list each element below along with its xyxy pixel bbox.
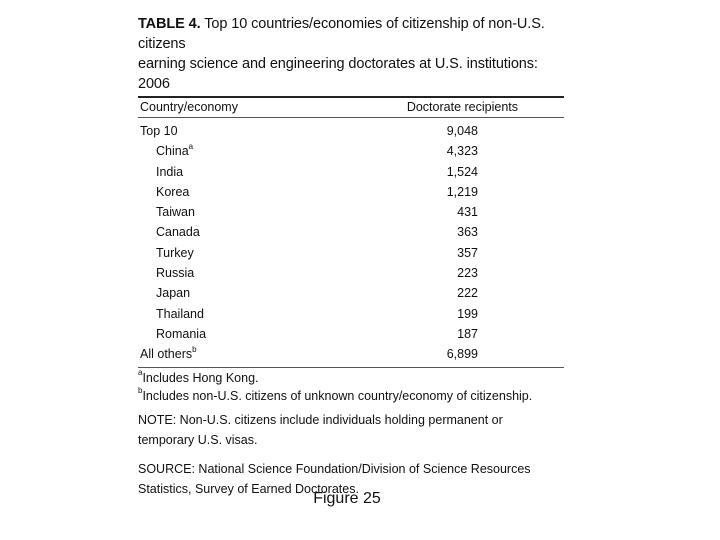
row-value: 431: [457, 205, 478, 220]
row-label: Japan: [156, 286, 191, 301]
footnote-marker: b: [192, 345, 197, 355]
row-label: Thailand: [156, 306, 204, 321]
row-label: Turkey: [156, 245, 194, 260]
row-value: 199: [457, 306, 478, 321]
row-value: 9,048: [446, 124, 478, 138]
row-value: 357: [457, 245, 478, 260]
table-title-text: Top 10 countries/economies of citizenship of non-U.S. citizens: [138, 16, 545, 52]
footnote-a: $^a$Includes Hong Kong.: [138, 368, 259, 385]
table-title-line2: earning science and engineering doctorates at U.S. institutions: 2006: [138, 56, 538, 92]
row-value: 1,524: [446, 164, 478, 179]
table-row: [138, 324, 564, 344]
table-row: [138, 243, 564, 263]
row-label: India: [156, 164, 184, 179]
table-row: [138, 182, 564, 202]
table-notes: [138, 368, 564, 500]
figure-caption: Figure 25: [313, 490, 381, 507]
footnote-b: $^b$Includes non-U.S. citizens of unknown country/economy of citizenship.: [138, 386, 533, 403]
row-label: Canada: [156, 225, 200, 240]
table-row: [138, 222, 564, 242]
table-document: [138, 14, 564, 500]
table-number: TABLE 4.: [138, 16, 201, 32]
table-row: [138, 121, 564, 141]
table-source: SOURCE: National Science Foundation/Division of Science Resources Statistics, Survey of Earned Doctorates.: [138, 461, 531, 497]
row-value: 1,219: [446, 184, 478, 199]
footnote-marker: a: [188, 142, 194, 152]
table-row: [138, 283, 564, 303]
row-label: Romania: [156, 326, 207, 341]
table-title: [138, 14, 564, 94]
row-value: 223: [457, 266, 478, 281]
row-value: 4,323: [446, 144, 478, 159]
row-value: 363: [457, 225, 478, 240]
table-row: [138, 162, 564, 182]
row-label: Russia: [156, 266, 195, 281]
row-label: Korea: [156, 184, 190, 199]
table-header: [138, 98, 564, 117]
table-body: [138, 118, 564, 367]
table-row: [138, 304, 564, 324]
data-table: [138, 98, 564, 368]
table-row: [138, 263, 564, 283]
row-value: 222: [457, 286, 478, 301]
row-label: Taiwan: [156, 205, 195, 220]
row-value: 187: [457, 326, 478, 341]
table-row: [138, 141, 564, 161]
row-label: Top 10: [140, 124, 178, 138]
column-header-recipients: Doctorate recipients: [406, 100, 518, 114]
row-value: 6,899: [446, 347, 478, 362]
table-row: [138, 202, 564, 222]
row-label: China$^a$: [156, 142, 194, 159]
table-row: [138, 344, 564, 364]
table-note: NOTE: Non-U.S. citizens include individuals holding permanent or temporary U.S. visas.: [138, 412, 503, 448]
row-label: All others$^b$: [140, 345, 197, 362]
column-header-country: Country/economy: [140, 100, 238, 114]
